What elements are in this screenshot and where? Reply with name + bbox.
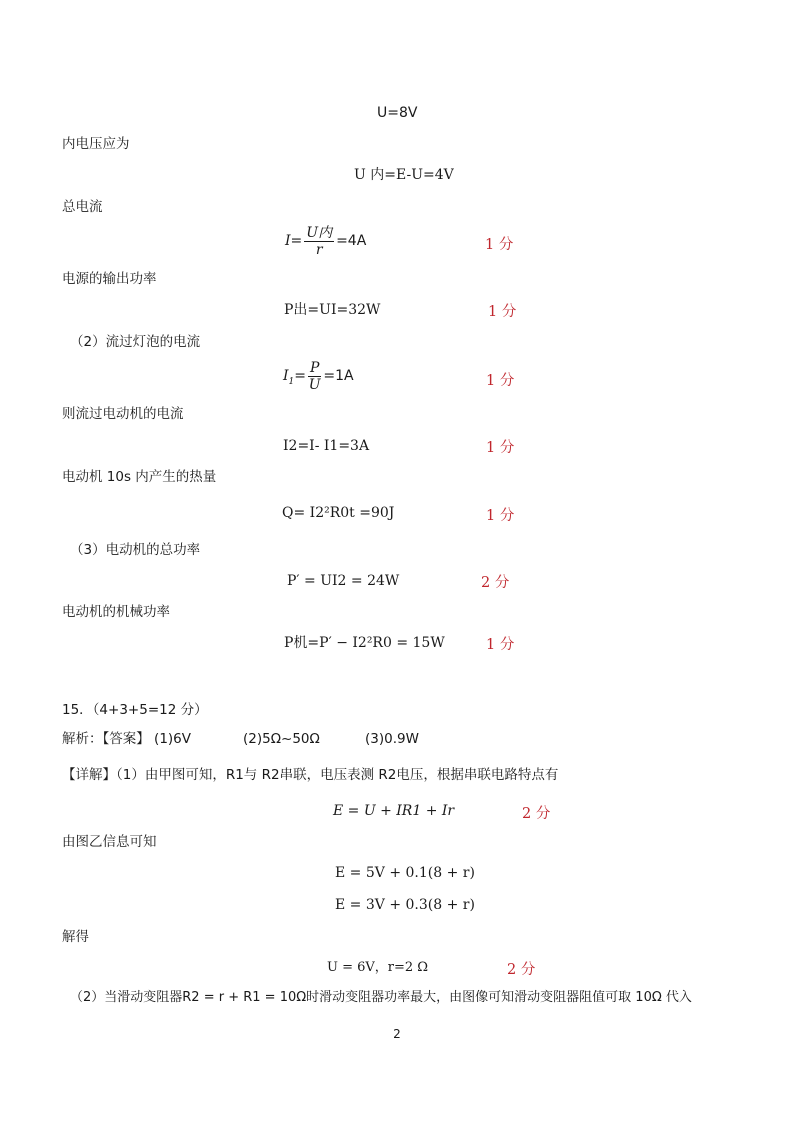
text-solve: 解得	[62, 929, 89, 945]
equation-solution: U = 6V，r=2 Ω	[327, 960, 429, 975]
text-question-3: （3）电动机的总功率	[70, 542, 201, 558]
text-mechanical-power: 电动机的机械功率	[62, 604, 170, 620]
detail-paragraph-1: 【详解】（1）由甲图可知，R1与 R2串联，电压表测 R2电压，根据串联电路特点有	[62, 767, 559, 783]
score-mark: 2 分	[522, 806, 551, 822]
equation-u-inner: U 内=E-U=4V	[354, 167, 454, 183]
equation-output-power: P出=UI=32W	[284, 302, 381, 318]
equation-e3: E = 3V + 0.3(8 + r)	[335, 897, 475, 913]
text-question-2: （2）流过灯泡的电流	[70, 334, 201, 350]
text-heat: 电动机 10s 内产生的热量	[62, 469, 217, 485]
text-motor-current: 则流过电动机的电流	[62, 406, 184, 422]
score-mark: 1 分	[486, 440, 515, 456]
text-total-current: 总电流	[62, 199, 103, 215]
equation-total-current: I= $\frac{\text{U内}}{r}$ =4A	[285, 224, 367, 258]
score-mark: 1 分	[486, 508, 515, 524]
answer-label: 解析：【答案】	[62, 731, 150, 747]
question-15-heading: 15．（4+3+5=12 分）	[62, 702, 208, 718]
text-inner-voltage: 内电压应为	[62, 136, 130, 152]
fraction: $\frac{\text{U内}}{r}$	[306, 224, 333, 258]
text-graph-info: 由图乙信息可知	[62, 834, 157, 850]
answer-1: (1)6V	[154, 731, 191, 747]
score-mark: 1 分	[485, 237, 514, 253]
score-mark: 2 分	[481, 575, 510, 591]
answer-3: (3)0.9W	[365, 731, 419, 747]
equation-heat: Q= I2²R0t =90J	[282, 505, 395, 521]
text-output-power: 电源的输出功率	[62, 271, 157, 287]
equation-total-power: P′ = UI2 = 24W	[287, 573, 400, 589]
page-number: 2	[393, 1027, 401, 1041]
answer-2: (2)5Ω~50Ω	[243, 731, 320, 747]
answer-line	[62, 730, 191, 748]
equation-u: U=8V	[377, 105, 418, 121]
score-mark: 1 分	[486, 637, 515, 653]
equation-mechanical-power: P机=P′ − I2²R0 = 15W	[284, 635, 445, 651]
detail-paragraph-2: （2）当滑动变阻器R2 = r + R1 = 10Ω时滑动变阻器功率最大，由图像可知滑动变阻器阻值可取 10Ω 代入	[70, 990, 692, 1005]
equation-e2: E = 5V + 0.1(8 + r)	[335, 865, 475, 881]
equation-e1: E = U + IR1 + Ir	[333, 803, 455, 819]
equation-lamp-current: $I_1=$ $\frac{P}{U}$ =1A	[283, 359, 354, 393]
score-mark: 2 分	[507, 962, 536, 978]
score-mark: 1 分	[488, 304, 517, 320]
score-mark: 1 分	[486, 373, 515, 389]
fraction: $\frac{P}{U}$	[308, 359, 321, 393]
equation-motor-current: I2=I- I1=3A	[283, 438, 370, 454]
